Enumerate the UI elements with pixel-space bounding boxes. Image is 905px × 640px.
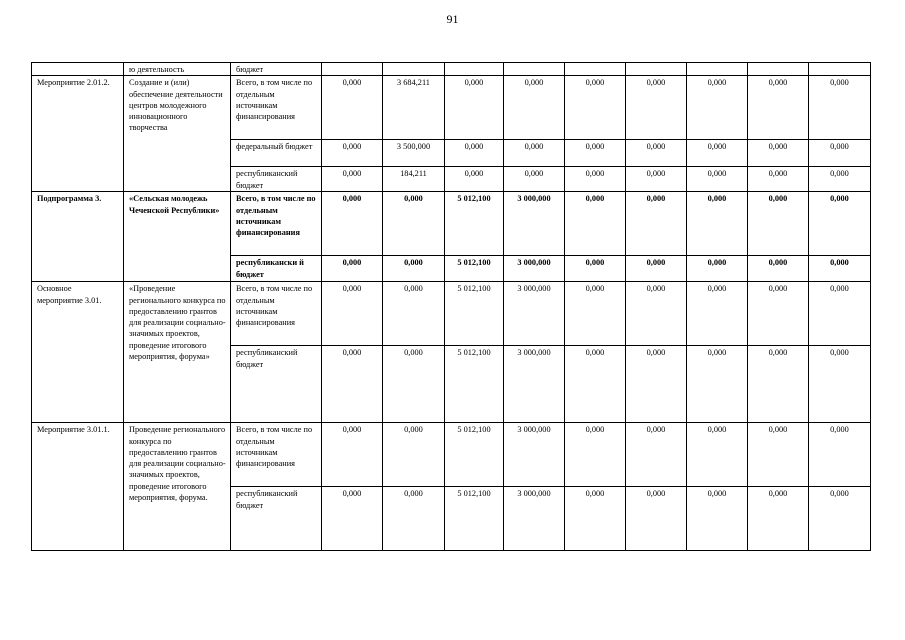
funding-source: Всего, в том числе по отдельным источникам финансирования: [231, 282, 322, 346]
value-cell: 0,000: [565, 192, 626, 256]
table-row: [32, 63, 871, 76]
value-cell: 3 000,000: [504, 423, 565, 487]
activity-name: Основное мероприятие 3.01.: [32, 282, 124, 423]
value-cell: 0,000: [687, 282, 748, 346]
value-cell: 0,000: [565, 76, 626, 140]
table-cell: [322, 63, 383, 76]
value-cell: 0,000: [565, 282, 626, 346]
value-cell: 5 012,100: [445, 346, 504, 423]
value-cell: 3 000,000: [504, 192, 565, 256]
value-cell: 0,000: [504, 167, 565, 192]
value-cell: 0,000: [322, 282, 383, 346]
table-row: [32, 76, 871, 140]
value-cell: 5 012,100: [445, 282, 504, 346]
value-cell: 0,000: [748, 167, 809, 192]
value-cell: 5 012,100: [445, 423, 504, 487]
value-cell: 0,000: [687, 140, 748, 167]
value-cell: 0,000: [322, 423, 383, 487]
value-cell: 3 000,000: [504, 487, 565, 551]
value-cell: 0,000: [626, 167, 687, 192]
table-cell: [565, 63, 626, 76]
value-cell: 0,000: [687, 487, 748, 551]
value-cell: 0,000: [626, 256, 687, 282]
budget-table: [31, 62, 871, 551]
table-cell: бюджет: [231, 63, 322, 76]
value-cell: 0,000: [445, 76, 504, 140]
value-cell: 0,000: [748, 346, 809, 423]
value-cell: 5 012,100: [445, 487, 504, 551]
table-cell: [504, 63, 565, 76]
value-cell: 0,000: [565, 256, 626, 282]
value-cell: 0,000: [748, 487, 809, 551]
value-cell: 0,000: [687, 76, 748, 140]
value-cell: 0,000: [383, 282, 445, 346]
value-cell: 0,000: [565, 423, 626, 487]
value-cell: 0,000: [445, 140, 504, 167]
value-cell: 3 000,000: [504, 346, 565, 423]
value-cell: 0,000: [565, 346, 626, 423]
value-cell: 3 684,211: [383, 76, 445, 140]
value-cell: 0,000: [322, 256, 383, 282]
value-cell: 0,000: [748, 282, 809, 346]
value-cell: 0,000: [565, 167, 626, 192]
value-cell: 0,000: [565, 487, 626, 551]
table-row: [32, 192, 871, 256]
value-cell: 3 000,000: [504, 256, 565, 282]
funding-source: республиканский бюджет: [231, 346, 322, 423]
value-cell: 0,000: [626, 346, 687, 423]
value-cell: 0,000: [809, 346, 871, 423]
value-cell: 0,000: [626, 140, 687, 167]
value-cell: 3 000,000: [504, 282, 565, 346]
value-cell: 0,000: [626, 282, 687, 346]
value-cell: 0,000: [322, 140, 383, 167]
subprogram-description: «Сельская молодежь Чеченской Республики»: [124, 192, 231, 282]
table-cell: [748, 63, 809, 76]
activity-name: Мероприятие 3.01.1.: [32, 423, 124, 551]
page-number: 91: [446, 12, 459, 26]
value-cell: 0,000: [687, 192, 748, 256]
funding-source: Всего, в том числе по отдельным источникам финансирования: [231, 423, 322, 487]
value-cell: 0,000: [809, 282, 871, 346]
funding-source: республиканский бюджет: [231, 487, 322, 551]
funding-source: Всего, в том числе по отдельным источникам финансирования: [231, 76, 322, 140]
value-cell: 0,000: [322, 167, 383, 192]
table-cell: [445, 63, 504, 76]
funding-source: Всего, в том числе по отдельным источникам финансирования: [231, 192, 322, 256]
value-cell: 3 500,000: [383, 140, 445, 167]
funding-source: республиканский бюджет: [231, 167, 322, 192]
value-cell: 0,000: [445, 167, 504, 192]
value-cell: 0,000: [322, 487, 383, 551]
value-cell: 0,000: [748, 76, 809, 140]
value-cell: 0,000: [809, 192, 871, 256]
value-cell: 0,000: [809, 423, 871, 487]
value-cell: 0,000: [322, 192, 383, 256]
value-cell: 0,000: [383, 256, 445, 282]
value-cell: 0,000: [565, 140, 626, 167]
value-cell: 0,000: [504, 76, 565, 140]
value-cell: 0,000: [383, 487, 445, 551]
table-row: [32, 423, 871, 487]
value-cell: 0,000: [748, 423, 809, 487]
funding-source: республикански й бюджет: [231, 256, 322, 282]
table-cell: [809, 63, 871, 76]
value-cell: 0,000: [626, 423, 687, 487]
value-cell: 0,000: [504, 140, 565, 167]
value-cell: 0,000: [748, 140, 809, 167]
value-cell: 0,000: [809, 256, 871, 282]
value-cell: 0,000: [626, 192, 687, 256]
value-cell: 0,000: [322, 346, 383, 423]
value-cell: 0,000: [687, 346, 748, 423]
activity-name: Мероприятие 2.01.2.: [32, 76, 124, 192]
table-cell: ю деятельность: [124, 63, 231, 76]
value-cell: 0,000: [383, 192, 445, 256]
subprogram-name: Подпрограмма 3.: [32, 192, 124, 282]
value-cell: 5 012,100: [445, 256, 504, 282]
table-row: [32, 282, 871, 346]
value-cell: 0,000: [809, 167, 871, 192]
table-cell: [383, 63, 445, 76]
value-cell: 0,000: [383, 346, 445, 423]
value-cell: 0,000: [687, 256, 748, 282]
value-cell: 0,000: [626, 76, 687, 140]
activity-description: «Проведение регионального конкурса по предоставлению грантов для реализации социально-значимых проектов, проведение итогового мероприятия, форума»: [124, 282, 231, 423]
value-cell: 0,000: [626, 487, 687, 551]
table-cell: [687, 63, 748, 76]
value-cell: 0,000: [322, 76, 383, 140]
activity-description: Проведение регионального конкурса по предоставлению грантов для реализации социально-значимых проектов, проведение итогового мероприятия, форума.: [124, 423, 231, 551]
value-cell: 0,000: [748, 256, 809, 282]
value-cell: 0,000: [687, 423, 748, 487]
value-cell: 0,000: [687, 167, 748, 192]
table-cell: [626, 63, 687, 76]
activity-description: Создание и (или) обеспечение деятельности центров молодежного инновационного творчества: [124, 76, 231, 192]
value-cell: 184,211: [383, 167, 445, 192]
value-cell: 5 012,100: [445, 192, 504, 256]
value-cell: 0,000: [809, 76, 871, 140]
table-cell: [32, 63, 124, 76]
value-cell: 0,000: [809, 140, 871, 167]
value-cell: 0,000: [383, 423, 445, 487]
funding-source: федеральный бюджет: [231, 140, 322, 167]
value-cell: 0,000: [809, 487, 871, 551]
value-cell: 0,000: [748, 192, 809, 256]
